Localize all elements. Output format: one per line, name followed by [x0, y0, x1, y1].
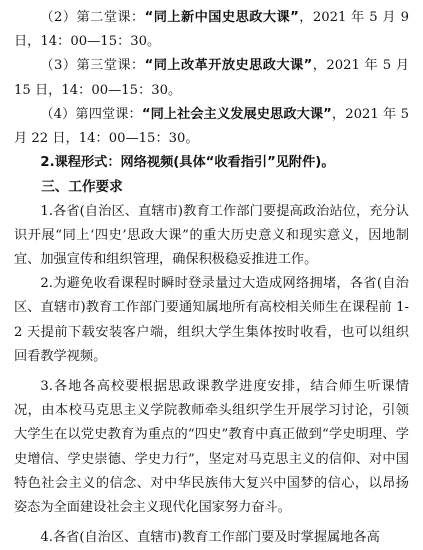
lesson-4-prefix: （4）第四堂课：: [40, 106, 142, 122]
lesson-3-title: “同上改革开放史思政大课”: [144, 58, 313, 74]
lesson-2-time: ，2021 年 5 月 9 日，14：00—15：30。: [14, 10, 414, 50]
lesson-2-title: “同上新中国史思政大课”: [144, 10, 299, 25]
section-heading: 三、工作要求: [41, 179, 123, 196]
lesson-2-prefix: （2）第二堂课：: [40, 10, 145, 25]
lesson-4-time: ，2021 年 5 月 22 日，14：00—15：30。: [14, 106, 414, 147]
requirement-paragraph-3: 3.各地各高校要根据思政课教学进度安排，结合师生听课情况，由本校马克思主义学院教师牵头组织学生开展学习讨论，引领大学生在以党史教育为重点的“四史”教育中真正做到“学史明理、学史增信、学史崇德、学史力行”，坚定对马克思主义的信仰、对中国特色社会主义的信念、对中华民族伟大复兴中国梦的信心，以昂扬姿态为全面建设社会主义现代化国家努力奋斗。: [14, 379, 409, 516]
requirement-paragraph-1: 1.各省(自治区、直辖市)教育工作部门要提高政治站位，充分认识开展“同上‘四史’思政大课”的重大历史意义和现实意义，因地制宜、加强宣传和组织管理，确保积极稳妥推进工作。: [14, 203, 409, 268]
course-form-line: 2.课程形式：网络视频(具体“收看指引”见附件)。: [40, 155, 335, 171]
lesson-4-item: [14, 103, 414, 151]
lesson-2-item: [14, 6, 414, 54]
requirement-paragraph-4: 4.各省(自治区、直辖市)教育工作部门要及时掌握属地各高: [40, 530, 380, 546]
lesson-4-title: “同上社会主义发展史思政大课”: [141, 106, 332, 122]
lesson-3-time: ，2021 年 5 月 15 日，14：00—15：30。: [14, 58, 414, 98]
requirement-paragraph-2: 2.为避免收看课程时瞬时登录量过大造成网络拥堵，各省(自治区、直辖市)教育工作部门要通知属地所有高校相关师生在课程前 1-2 天提前下载安装客户端，组织大学生集体按时收看，也可以组织回看教学视频。: [14, 276, 409, 364]
lesson-3-item: [14, 54, 414, 102]
lesson-3-prefix: （3）第三堂课：: [40, 58, 145, 74]
